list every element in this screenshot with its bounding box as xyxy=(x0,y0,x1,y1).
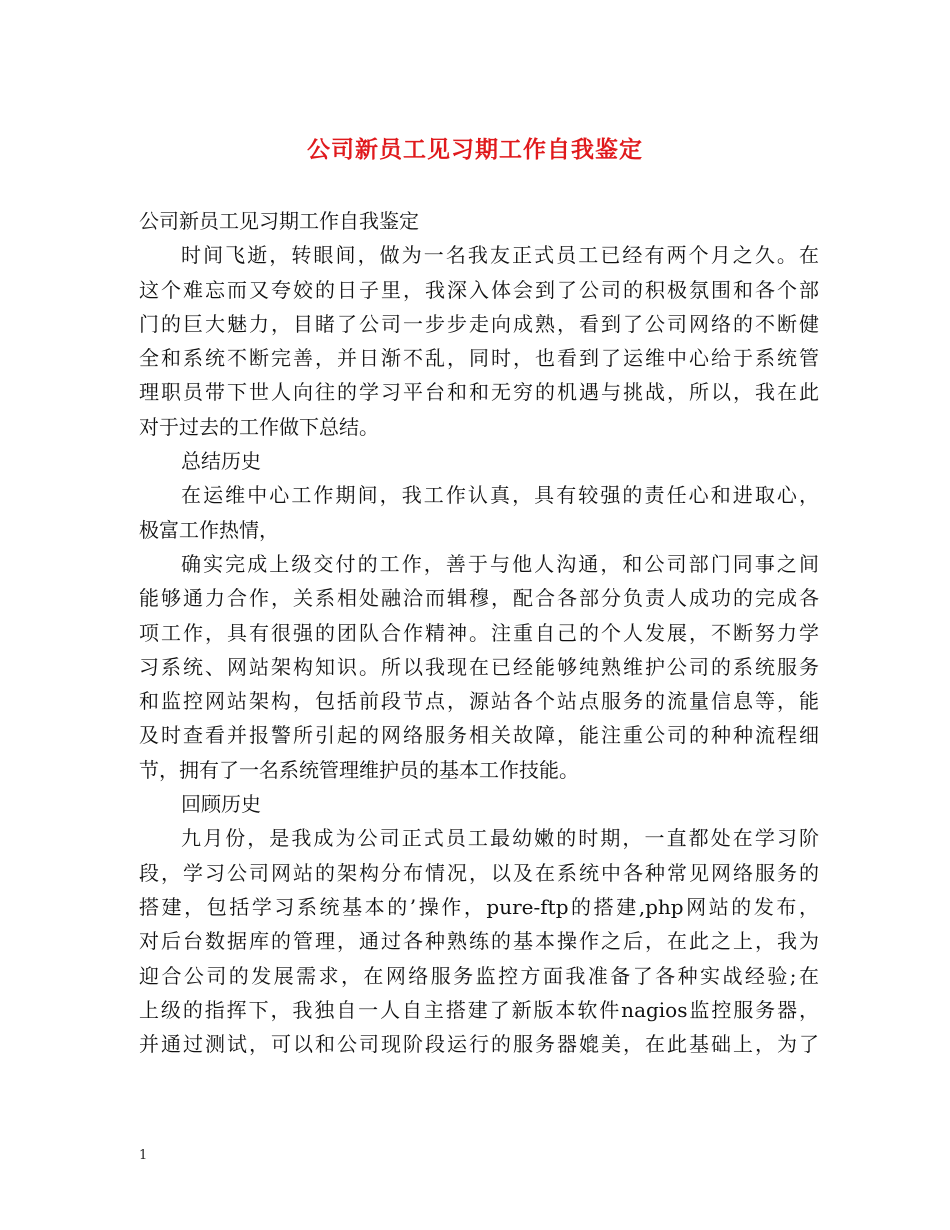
body-line: 习系统、网站架构知识。所以我现在已经能够纯熟维护公司的系统服务 xyxy=(139,654,819,679)
section-heading: 回顾历史 xyxy=(181,792,261,817)
body-line: 公司新员工见习期工作自我鉴定 xyxy=(139,209,419,233)
section-heading: 总结历史 xyxy=(181,449,261,474)
body-line: 节，拥有了一名系统管理维护员的基本工作技能。 xyxy=(139,757,579,782)
body-line: 上级的指挥下，我独自一人自主搭建了新版本软件nagios监控服务器， xyxy=(139,997,819,1022)
body-line: 极富工作热情， xyxy=(139,517,279,542)
body-line: 能够通力合作，关系相处融洽而辑穆，配合各部分负责人成功的完成各 xyxy=(139,586,819,611)
body-line: 对于过去的工作做下总结。 xyxy=(139,414,379,439)
body-line: 并通过测试，可以和公司现阶段运行的服务器媲美，在此基础上，为了 xyxy=(139,1032,819,1057)
document-title: 公司新员工见习期工作自我鉴定 xyxy=(307,137,643,163)
body-line: 九月份，是我成为公司正式员工最幼嫩的时期，一直都处在学习阶 xyxy=(181,826,819,851)
body-line: 理职员带下世人向往的学习平台和和无穷的机遇与挑战，所以，我在此 xyxy=(139,380,819,405)
body-line: 对后台数据库的管理，通过各种熟练的基本操作之后，在此之上，我为 xyxy=(139,929,819,954)
body-line: 这个难忘而又夸姣的日子里，我深入体会到了公司的积极氛围和各个部 xyxy=(139,277,819,302)
body-line: 在运维中心工作期间，我工作认真，具有较强的责任心和进取心， xyxy=(181,483,819,508)
body-line: 时间飞逝，转眼间，做为一名我友正式员工已经有两个月之久。在 xyxy=(181,243,819,268)
page-number: 1 xyxy=(139,1148,148,1163)
document-body xyxy=(139,204,819,1061)
body-line: 段，学习公司网站的架构分布情况，以及在系统中各种常见网络服务的 xyxy=(139,860,819,885)
body-line: 全和系统不断完善，并日渐不乱，同时，也看到了运维中心给于系统管 xyxy=(139,346,819,371)
body-line: 搭建，包括学习系统基本的’操作，pure-ftp的搭建,php网站的发布， xyxy=(139,894,819,919)
body-line: 门的巨大魅力，目睹了公司一步步走向成熟，看到了公司网络的不断健 xyxy=(139,311,819,336)
body-line: 迎合公司的发展需求，在网络服务监控方面我准备了各种实战经验;在 xyxy=(139,963,819,988)
body-line: 项工作，具有很强的团队合作精神。注重自己的个人发展，不断努力学 xyxy=(139,620,819,645)
body-line: 确实完成上级交付的工作，善于与他人沟通，和公司部门同事之间 xyxy=(181,551,819,576)
body-line: 及时查看并报警所引起的网络服务相关故障，能注重公司的种种流程细 xyxy=(139,723,819,748)
body-line: 和监控网站架构，包括前段节点，源站各个站点服务的流量信息等，能 xyxy=(139,689,819,714)
